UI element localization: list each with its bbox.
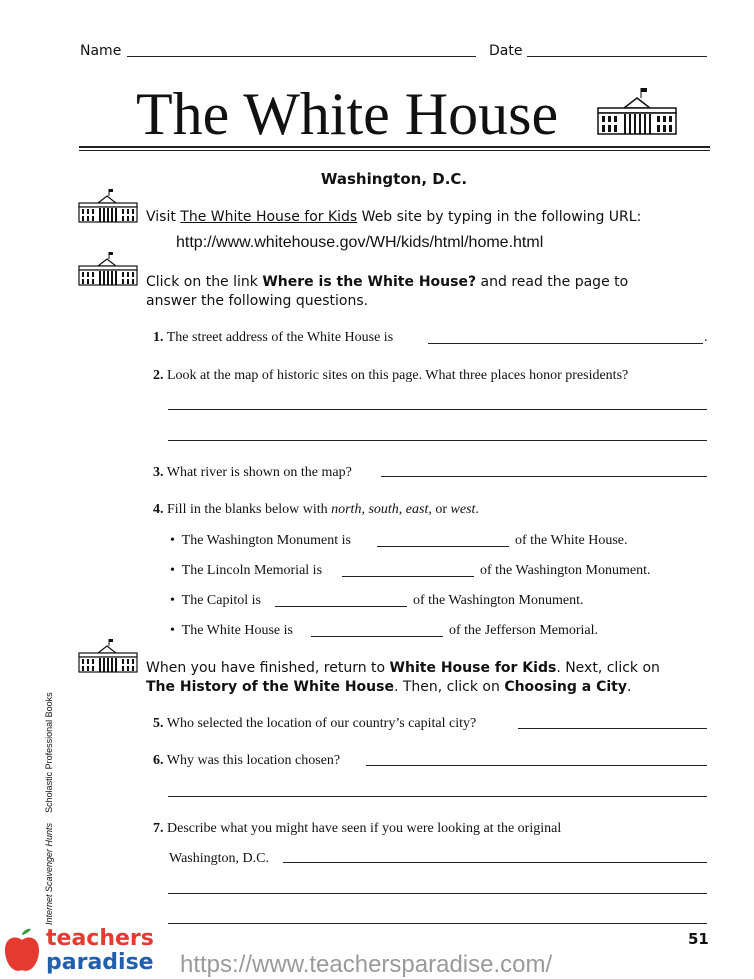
bullet-item: • The Washington Monument is xyxy=(170,533,351,548)
answer-line-4a[interactable] xyxy=(377,546,509,547)
bullet-item: • The White House is xyxy=(170,623,293,638)
question-6: 6. Why was this location chosen? xyxy=(153,753,341,768)
answer-line-4b[interactable] xyxy=(342,576,474,577)
question-4: 4. Fill in the blanks below with north, south, east, or west. xyxy=(153,502,479,517)
answer-line-5[interactable] xyxy=(518,728,707,729)
answer-line-7a[interactable] xyxy=(283,862,707,863)
question-3: 3. What river is shown on the map? xyxy=(153,465,352,480)
name-label: Name xyxy=(80,43,122,59)
question-7: 7. Describe what you might have seen if you were looking at the original xyxy=(153,821,562,836)
answer-line-7b[interactable] xyxy=(168,893,707,894)
answer-line-2b[interactable] xyxy=(168,440,707,441)
visit-instruction: Visit The White House for Kids Web site by typing in the following URL: xyxy=(146,209,642,225)
answer-line-1[interactable] xyxy=(428,343,703,344)
answer-line-6b[interactable] xyxy=(168,796,707,797)
white-house-for-kids-link[interactable]: The White House for Kids xyxy=(180,209,358,225)
white-house-bullet-icon xyxy=(78,251,138,287)
white-house-title-icon xyxy=(596,86,678,136)
answer-line-3[interactable] xyxy=(381,476,707,477)
bullet-item-tail: of the Washington Monument. xyxy=(480,563,651,578)
bullet-item-tail: of the Washington Monument. xyxy=(413,593,584,608)
side-credit: Internet Scavenger Hunts Scholastic Professional Books xyxy=(44,692,54,925)
white-house-bullet-icon xyxy=(78,188,138,224)
choosing-city-link[interactable]: Choosing a City xyxy=(504,679,627,695)
brand-bottom: paradise xyxy=(46,950,154,975)
white-house-for-kids-link-2[interactable]: White House for Kids xyxy=(389,660,557,676)
question-2: 2. Look at the map of historic sites on this page. What three places honor presidents? xyxy=(153,368,629,383)
bullet-item-tail: of the Jefferson Memorial. xyxy=(449,623,599,638)
question-5: 5. Who selected the location of our country’s capital city? xyxy=(153,716,477,731)
bullet-item: • The Capitol is xyxy=(170,593,261,608)
page-number: 51 xyxy=(688,930,709,948)
answer-line-4c[interactable] xyxy=(275,606,407,607)
history-link[interactable]: The History of the White House xyxy=(146,679,394,695)
watermark-url[interactable]: https://www.teachersparadise.com/ xyxy=(180,951,553,978)
bullet-item-tail: of the White House. xyxy=(515,533,628,548)
date-field[interactable] xyxy=(527,56,707,57)
white-house-bullet-icon xyxy=(78,638,138,674)
date-label: Date xyxy=(489,43,523,59)
bullet-item: • The Lincoln Memorial is xyxy=(170,563,323,578)
answer-line-4d[interactable] xyxy=(311,636,443,637)
where-is-white-house-link[interactable]: Where is the White House? xyxy=(262,274,477,290)
q1-period: . xyxy=(704,330,708,345)
title-rule-thin xyxy=(79,150,710,151)
title-rule xyxy=(79,146,710,148)
question-1: 1. The street address of the White House is xyxy=(153,330,394,345)
answer-line-6a[interactable] xyxy=(366,765,707,766)
name-field[interactable] xyxy=(127,56,476,57)
click-instruction: Click on the link Where is the White House? and read the page to answer the following questions. xyxy=(146,274,629,309)
page-subtitle: Washington, D.C. xyxy=(320,170,468,188)
answer-line-2a[interactable] xyxy=(168,409,707,410)
finished-instruction: When you have finished, return to White House for Kids. Next, click on The History of the White House. Then, click on Choosing a City. xyxy=(146,660,660,695)
brand-top: teachers xyxy=(46,926,154,951)
answer-line-7c[interactable] xyxy=(168,923,707,924)
apple-logo-icon xyxy=(2,928,42,976)
site-url: http://www.whitehouse.gov/WH/kids/html/home.html xyxy=(176,234,544,251)
question-7-line2: Washington, D.C. xyxy=(169,851,269,866)
page-title: The White House xyxy=(136,81,559,147)
